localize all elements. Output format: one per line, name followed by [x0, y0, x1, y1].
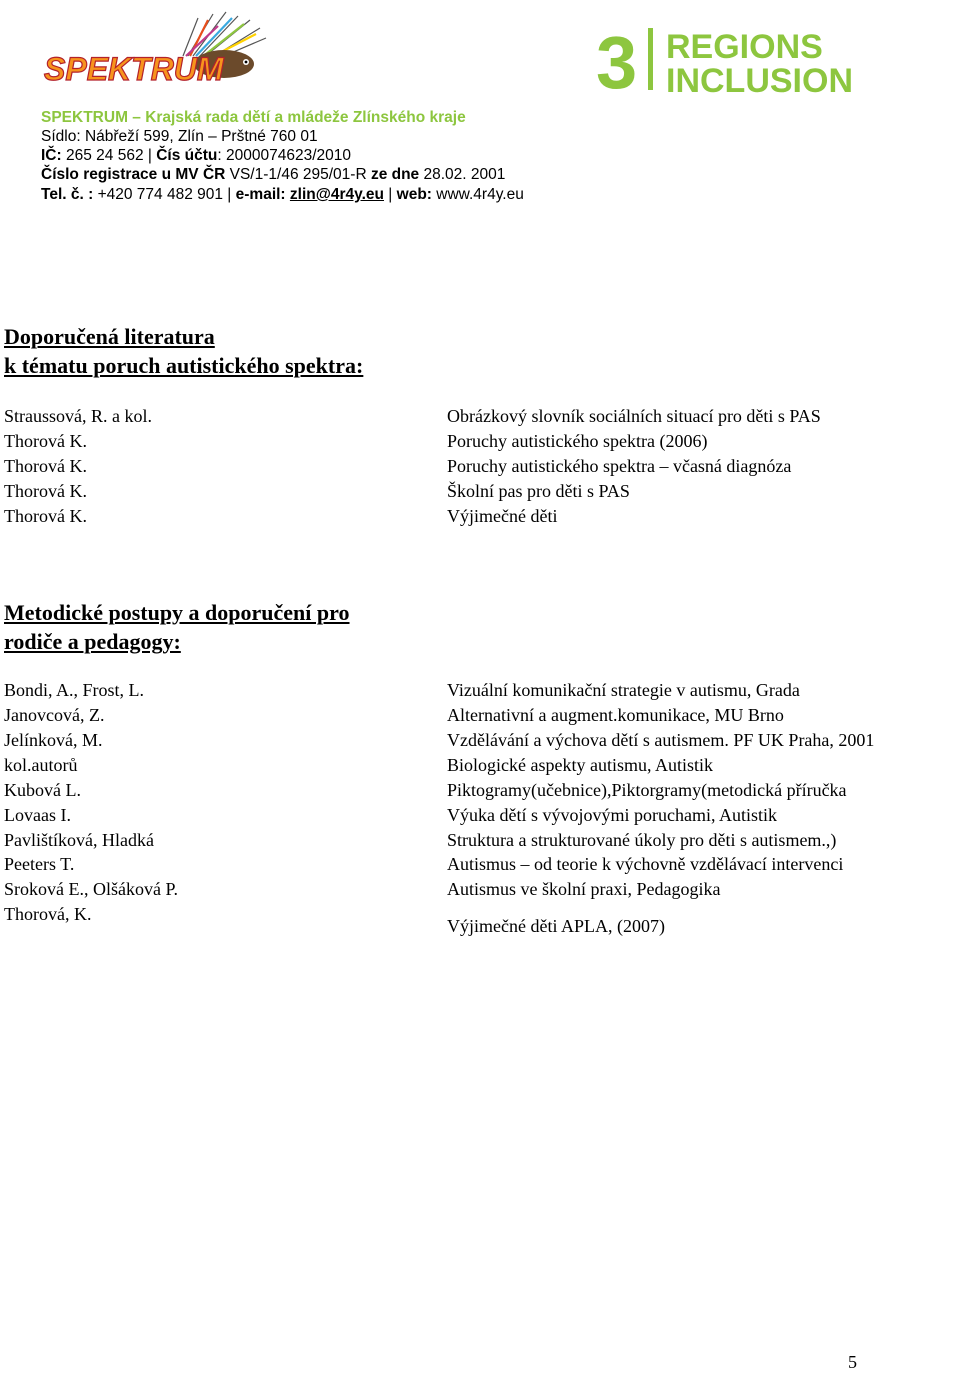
- entry-title: Struktura a strukturované úkoly pro děti s autismem.,): [447, 830, 837, 850]
- web-separator: |: [384, 186, 397, 203]
- entry-title: Poruchy autistického spektra (2006): [447, 431, 708, 451]
- entry-title: Autismus ve školní praxi, Pedagogika: [447, 879, 721, 899]
- entry-title: Školní pas pro děti s PAS: [447, 481, 630, 501]
- entry-author: Bondi, A., Frost, L.: [4, 680, 145, 700]
- entry-author: kol.autorů: [4, 755, 78, 775]
- org-ic-line: [41, 146, 351, 166]
- account-label: Čís účtu: [156, 147, 218, 164]
- web-link[interactable]: www.4r4y.eu: [431, 186, 524, 203]
- registration-date-label: ze dne: [366, 166, 420, 183]
- tel-label: Tel. č. :: [41, 186, 94, 203]
- regions-inclusion-logo: [596, 22, 866, 102]
- entry-title: Alternativní a augment.komunikace, MU Brno: [447, 705, 784, 725]
- ic-label: IČ:: [41, 147, 62, 164]
- page-number: 5: [848, 1352, 857, 1372]
- entry-title: Vizuální komunikační strategie v autismu, Grada: [447, 680, 800, 700]
- entry-title: Piktogramy(učebnice),Piktorgramy(metodická příručka: [447, 780, 847, 800]
- ic-value: 265 24 562 |: [65, 147, 152, 164]
- entry-author: Thorová K.: [4, 456, 87, 476]
- org-address: Sídlo: Nábřeží 599, Zlín – Prštné 760 01: [41, 128, 318, 145]
- email-link[interactable]: zlin@4r4y.eu: [289, 186, 384, 203]
- entry-author: Thorová, K.: [4, 904, 92, 924]
- entry-author: Kubová L.: [4, 780, 81, 800]
- account-value: : 2000074623/2010: [217, 147, 351, 164]
- section1-heading-line1: Doporučená literatura: [4, 324, 215, 349]
- entry-title: Biologické aspekty autismu, Autistik: [447, 755, 713, 775]
- section2-heading-line2: rodiče a pedagogy:: [4, 629, 181, 654]
- email-label: e-mail:: [231, 186, 290, 203]
- section2-heading-line1: Metodické postupy a doporučení pro: [4, 600, 350, 625]
- entry-author: Peeters T.: [4, 854, 75, 874]
- org-registration-line: [41, 165, 505, 185]
- entry-author: Straussová, R. a kol.: [4, 406, 152, 426]
- section1-heading-line2: k tématu poruch autistického spektra:: [4, 353, 364, 378]
- entry-author: Thorová K.: [4, 431, 87, 451]
- entry-title: Výjimečné děti APLA, (2007): [447, 916, 665, 936]
- entry-title: Obrázkový slovník sociálních situací pro děti s PAS: [447, 406, 821, 426]
- registration-label: Číslo registrace u MV ČR: [41, 166, 226, 183]
- regions-logo-number: 3: [596, 22, 638, 102]
- registration-date-value: 28.02. 2001: [419, 166, 506, 183]
- tel-value: +420 774 482 901 |: [93, 186, 232, 203]
- web-label: web:: [396, 186, 432, 203]
- entry-author: Pavlištíková, Hladká: [4, 830, 154, 850]
- entry-author: Sroková E., Olšáková P.: [4, 879, 178, 899]
- entry-title: Autismus – od teorie k výchovně vzdělávací intervenci: [447, 854, 844, 874]
- regions-logo-divider: [648, 28, 653, 90]
- entry-author: Thorová K.: [4, 481, 87, 501]
- spektrum-logo: [38, 6, 268, 88]
- entry-title: Výuka dětí s vývojovými poruchami, Autistik: [447, 805, 777, 825]
- spektrum-logo-text: SPEKTRUM: [44, 51, 224, 87]
- entry-author: Janovcová, Z.: [4, 705, 105, 725]
- entry-title: Poruchy autistického spektra – včasná diagnóza: [447, 456, 792, 476]
- entry-author: Thorová K.: [4, 506, 87, 526]
- regions-logo-line2: INCLUSION: [666, 62, 853, 100]
- registration-value: VS/1-1/46 295/01-R: [225, 166, 367, 183]
- entry-author: Lovaas I.: [4, 805, 71, 825]
- org-name: SPEKTRUM – Krajská rada dětí a mládeže Zlínského kraje: [41, 109, 466, 126]
- entry-title: Výjimečné děti: [447, 506, 558, 526]
- entry-author: Jelínková, M.: [4, 730, 103, 750]
- entry-title: Vzdělávání a výchova dětí s autismem. PF UK Praha, 2001: [447, 730, 875, 750]
- org-contact-line: [41, 185, 524, 205]
- regions-logo-line1: REGIONS: [666, 28, 823, 66]
